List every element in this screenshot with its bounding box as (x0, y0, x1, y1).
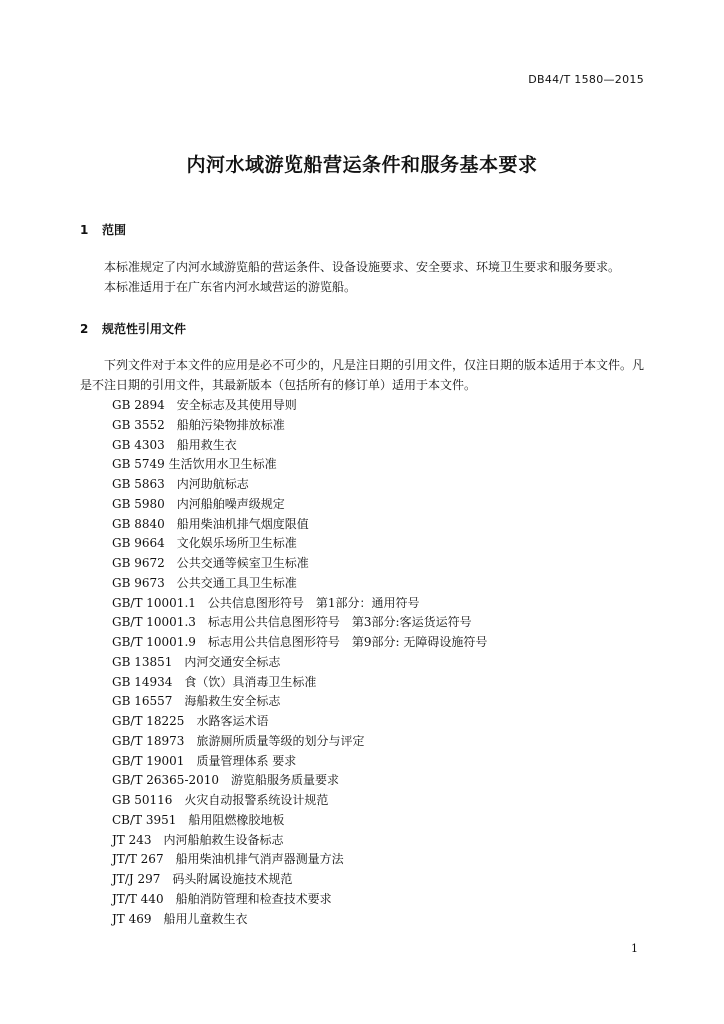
section-title: 规范性引用文件 (102, 322, 187, 336)
reference-item: GB/T 18973 旅游厕所质量等级的划分与评定 (112, 733, 365, 748)
reference-item: JT 469 船用儿童救生衣 (112, 911, 248, 926)
reference-item: GB/T 10001.9 标志用公共信息图形符号 第9部分: 无障碍设施符号 (112, 635, 488, 649)
reference-item: GB 9664 文化娱乐场所卫生标准 (112, 536, 297, 551)
reference-item: GB 5863 内河助航标志 (112, 477, 249, 491)
reference-item: GB/T 10001.3 标志用公共信息图形符号 第3部分:客运货运符号 (112, 615, 472, 630)
section-number: 2 (80, 322, 89, 336)
section-title: 范围 (102, 223, 127, 237)
reference-item: GB 50116 火灾自动报警系统设计规范 (112, 793, 329, 807)
reference-item: GB 8840 船用柴油机排气烟度限值 (112, 516, 309, 531)
reference-item: GB 13851 内河交通安全标志 (112, 654, 281, 669)
section-heading-normative-references (80, 320, 186, 337)
standard-number: DB44/T 1580—2015 (528, 73, 644, 86)
references-intro-paragraph: 下列文件对于本文件的应用是必不可少的，凡是注日期的引用文件，仅注日期的版本适用于本文件。凡是不注日期的引用文件，其最新版本（包括所有的修订单）适用于本文件。 (80, 358, 645, 392)
document-title: 内河水域游览船营运条件和服务基本要求 (186, 154, 538, 176)
page-number: 1 (631, 942, 638, 955)
reference-item: GB 2894 安全标志及其使用导则 (112, 398, 297, 412)
reference-item: GB 5749 生活饮用水卫生标准 (112, 457, 277, 472)
scope-paragraph-1: 本标准规定了内河水域游览船的营运条件、设备设施要求、安全要求、环境卫生要求和服务要求。 (104, 260, 621, 274)
reference-item: JT 243 内河船舶救生设备标志 (112, 832, 284, 847)
reference-item: CB/T 3951 船用阻燃橡胶地板 (112, 812, 285, 827)
reference-item: GB 14934 食（饮）具消毒卫生标准 (112, 674, 317, 689)
reference-item: JT/T 267 船用柴油机排气消声器测量方法 (112, 852, 344, 867)
reference-item: GB 4303 船用救生衣 (112, 437, 237, 452)
reference-item: GB/T 10001.1 公共信息图形符号 第1部分：通用符号 (112, 595, 420, 610)
reference-item: JT/T 440 船舶消防管理和检查技术要求 (112, 891, 332, 906)
section-number: 1 (80, 223, 89, 237)
reference-item: GB/T 18225 水路客运术语 (112, 714, 269, 728)
reference-item: GB 5980 内河船舶噪声级规定 (112, 496, 285, 511)
reference-list (112, 396, 487, 929)
reference-item: GB 9673 公共交通工具卫生标准 (112, 575, 297, 590)
reference-item: GB 3552 船舶污染物排放标准 (112, 417, 285, 432)
scope-paragraph-2: 本标准适用于在广东省内河水域营运的游览船。 (104, 280, 357, 294)
reference-item: GB 9672 公共交通等候室卫生标准 (112, 556, 309, 570)
section-heading-scope (80, 221, 126, 238)
reference-item: JT/J 297 码头附属设施技术规范 (112, 872, 293, 886)
reference-item: GB 16557 海船救生安全标志 (112, 694, 281, 709)
reference-item: GB/T 26365-2010 游览船服务质量要求 (112, 773, 340, 788)
reference-item: GB/T 19001 质量管理体系 要求 (112, 753, 297, 768)
